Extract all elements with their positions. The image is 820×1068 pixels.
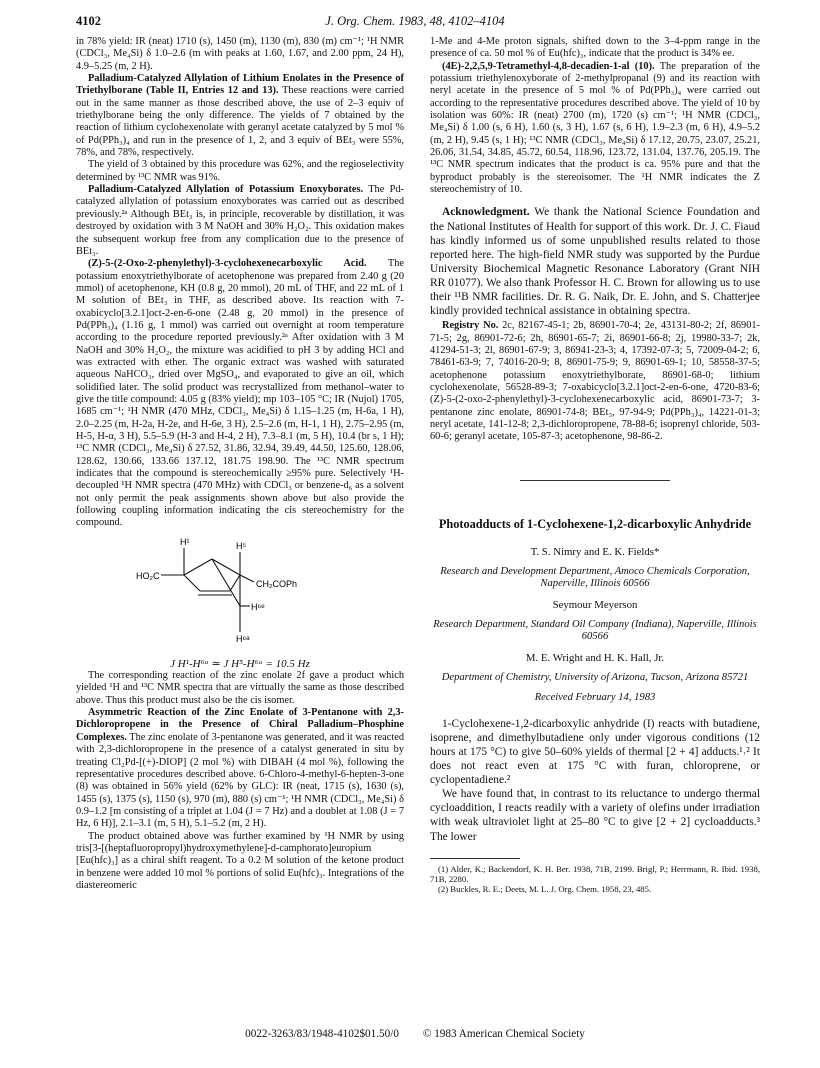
cyclohexene-structure-diagram <box>76 534 404 654</box>
page-number: 4102 <box>76 14 101 28</box>
ring-bonds <box>161 548 254 632</box>
footnote: (1) Alder, K.; Backendorf, K. H. Ber. 1938, 71B, 2199. Brigl, P.; Herrmann, R. Ibid. 1938, 71B, 2280. <box>430 863 760 884</box>
article-separator <box>520 480 670 481</box>
registry-numbers <box>430 320 760 443</box>
section-allylation-lithium <box>76 73 404 159</box>
section-heading: (4E)-2,2,5,9-Tetramethyl-4,8-decadien-1-al (10). <box>442 60 655 72</box>
coupling-constant-caption: J H¹-H⁶ᵃ ≃ J H⁵-H⁶ᵃ = 10.5 Hz <box>170 657 310 670</box>
copyright: © 1983 American Chemical Society <box>422 1028 585 1040</box>
body-paragraph: We have found that, in contrast to its reluctance to undergo thermal cycloaddition, I reacts readily with a variety of olefins under irradiation with weak ultraviolet light at 25–80 °C to give [2 + 2] cycloadducts.³ The lower <box>430 788 760 843</box>
article-title: Photoadducts of 1-Cyclohexene-1,2-dicarboxylic Anhydride <box>438 516 752 531</box>
continued-paragraph: 1-Me and 4-Me proton signals, shifted down to the 3–4-ppm range in the presence of ca. 50 mol % of Eu(hfc)₃, indicate that the product is 34% ee. <box>430 36 760 60</box>
label-side-chain: CH₂COPh <box>256 578 298 589</box>
section-heading: Asymmetric Reaction of the Zinc Enolate of 3-Pentanone with 2,3-Dichloropropene in the Presence of Chiral Palladium–Phosphine Complexes. <box>76 707 404 743</box>
article-code: 0022-3263/83/1948-4102$01.50/0 <box>245 1028 399 1040</box>
section-allylation-potassium <box>76 184 404 258</box>
page-header <box>76 14 754 34</box>
registry-heading: Registry No. <box>442 320 499 332</box>
left-column <box>76 36 404 892</box>
page-footer <box>76 1028 754 1040</box>
section-heading: Palladium-Catalyzed Allylation of Potassium Enoxyborates. <box>88 184 364 196</box>
section-asymmetric-reaction <box>76 707 404 830</box>
bond-side-chain <box>240 575 254 582</box>
author-line: T. S. Nimry and E. K. Fields* <box>530 545 660 558</box>
label-h5: H⁵ <box>236 540 247 551</box>
section-text: The preparation of the potassium triethylenoxyborate of 2-methylpropanal (9) and its reaction with neryl acetate in the presence of 5 mol % of Pd(PPh₃)₄ were carried out according to the representative procedures described above. The yield of 10 by isolation was 60%: IR (neat) 2700 (m), 1720 (s) cm⁻¹; ¹H NMR (CDCl₃, Me₄Si) δ 1.00 (s, 6 H), 1.60 (s, 3 H), 1.67 (s, 6 H), 1.9–2.3 (m, 6 H), 4.9–5.2 (m, 2 H), 9.45 (s, 1 H); ¹³C NMR (CDCl₃, Me₄Si) δ 17.12, 20.75, 23.07, 25.21, 26.06, 31.54, 34.85, 45.72, 60.54, 118.96, 123.72, 131.04, 137.76, 205.19. The ¹³C NMR spectrum indicates that the product is ca. 95% pure and that the byproduct probably is the stereoisomer. The ¹H NMR indicates the Z stereochemistry of 10. <box>430 60 760 196</box>
bond-line <box>184 575 200 591</box>
section-tetramethyl-decadienal <box>430 61 760 197</box>
bond-line <box>184 559 212 575</box>
label-h6e: H⁶ᵉ <box>251 601 265 612</box>
footnote: (2) Buckles, R. E.; Deets, M. L. J. Org. Chem. 1958, 23, 485. <box>438 884 652 895</box>
intro-paragraph: in 78% yield: IR (neat) 1710 (s), 1450 (m), 1130 (m), 830 (m) cm⁻¹; ¹H NMR (CDCl₃, Me₄Si) δ 1.0–2.6 (m with peaks at 1.60, 1.67, and 2.00 ppm, 24 H), 4.9–5.25 (m, 2 H). <box>76 36 404 72</box>
section-text: The zinc enolate of 3-pentanone was generated, and it was reacted with 2,3-dichloropropene in the presence of a catalyst generated in situ by treating Cl₂Pd-[(+)-DIOP] (2 mol %) with DIBAH (4 mol %), following the representative procedures described above. 6-Chloro-4-methyl-6-hepten-3-one (8) was obtained in 56% yield (62% by GLC): IR (neat, 1715 (s), 1630 (s), 1455 (s), 1375 (s), 1150 (s), 970 (m), 880 (s) cm⁻¹; ¹H NMR (CDCl₃, Me₄Si) δ 0.9–1.2 [m consisting of a triplet at 1.04 (J = 7 Hz) and a doublet at 1.08 (J = 7 Hz, 6 H)], 2.1–3.1 (m, 5 H), 5.1–5.2 (m, 2 H). <box>76 731 404 830</box>
affiliation: Department of Chemistry, University of Arizona, Tucson, Arizona 85721 <box>441 672 749 684</box>
affiliation: Research and Development Department, Amoco Chemicals Corporation, Naperville, Illinois 60566 <box>440 566 750 590</box>
section-heading: (Z)-5-(2-Oxo-2-phenylethyl)-3-cyclohexenecarboxylic Acid. <box>88 258 367 270</box>
structure-figure <box>76 534 404 654</box>
paragraph: The product obtained above was further examined by ¹H NMR by using tris[3-[(heptafluoropropyl)hydroxymethylene]-d-camphorato]europium [Eu(hfc)₃] as a chiral shift reagent. To a 0.2 M solution of the ketone product in benzene were added 10 mol % portions of solid Eu(hfc)₃. Integrations of the diastereomeric <box>76 830 404 891</box>
affiliation: Research Department, Standard Oil Company (Indiana), Naperville, Illinois 60566 <box>433 619 757 643</box>
acknowledgment-text: We thank the National Science Foundation and the National Institutes of Health for support of this work. Dr. J. C. Fiaud has kindly informed us of some unpublished results related to those reported here. The high-field NMR study was supported by the Purdue University Biochemical Magnetic Resonance Laboratory (Grant NIH RR 01077). We also thank Professor H. C. Brown for allowing us to use their ¹¹B NMR facilities. Dr. R. G. Naik, Dr. E. John, and S. Chatterjee kindly provided technical assistance in obtaining spectra. <box>430 206 760 318</box>
label-h6a: H⁶ᵃ <box>236 633 250 644</box>
author-line: Seymour Meyerson <box>552 598 638 611</box>
label-ho2c: HO₂C <box>136 570 160 581</box>
registry-text: 2c, 82167-45-1; 2b, 86901-70-4; 2e, 43131-80-2; 2f, 86901-71-5; 2g, 86901-72-6; 2h, 86901-65-7; 2i, 86901-66-8; 2j, 19980-33-7; 2k, 41294-51-3; 2l, 86901-67-9; 3, 86941-23-3; 4, 17392-07-3; 5, 72009-04-2; 6, 78461-63-9; 7, 74016-20-9; 8, 86901-75-9; 9, 86901-69-1; 10, 58558-37-5; acetophenone potassium enoxytriethylborate, 86901-68-0; lithium cyclohexenolate, 56528-89-3; 7-oxabicyclo[3.2.1]oct-2-en-6-one, 4720-83-6; (Z)-5-(2-oxo-2-phenylethyl)-3-cyclohexenecarboxylic acid, 86901-73-7; 3-pentanone zinc enolate, 86901-74-8; BEt₃, 97-94-9; Pd(PPh₃)₄, 14221-01-3; neryl acetate, 141-12-8; 2,3-dichloropropene, 78-88-6; isoprenyl chloride, 503-60-6; geranyl acetate, 105-87-3; acetophenone, 98-86-2. <box>430 320 760 443</box>
bond-line <box>230 575 240 591</box>
section-cyclohexenecarboxylic-acid <box>76 258 404 530</box>
section-heading: Palladium-Catalyzed Allylation of Lithium Enolates in the Presence of Triethylborane (Table II, Entries 12 and 13). <box>76 73 404 97</box>
paragraph: The yield of 3 obtained by this procedure was 62%, and the regioselectivity determined by ¹³C NMR was 91%. <box>76 159 404 183</box>
section-text: The potassium enoxytriethylborate of acetophenone was prepared from 2.40 g (20 mmol) of acetophenone, KH (0.8 g, 20 mmol), 20 mL of THF, and 22 mL of 1 M solution of BEt₃ in THF, as described above. Its reaction with 7-oxabicyclo[3.2.1]oct-2-en-6-one (2.48 g, 20 mmol) in the presence of Pd(PPh₃)₄ (1.16 g, 1 mmol) was carried out overnight at room temperature according to the procedure reported previously.²ᵃ After oxidation with 3 M NaOH and 30% H₂O₂, the mixture was acidified to pH 3 by adding HCl and was extracted with ether. The organic extract was washed with saturated aqueous NaHCO₃, dried over MgSO₄, and evaporated to give an oil, which solidified later. The solid product was recrystallized from methanol–water to give the title compound: 4.05 g (83% yield); mp 103–105 °C; IR (Nujol) 1705, 1685 cm⁻¹; ¹H NMR (470 MHz, CDCl₃, Me₄Si) δ 1.15–1.25 (m, H-6a, 1 H), 2.0–2.25 (m, H-2a, H-2e, and H-6e, 3 H), 2.5–2.6 (m, H-1, 1 H), 2.75–2.95 (m, H-5, H-α, 3 H), 5.5–5.9 (H-3 and H-4, 2 H), 7.3–8.1 (m, 5 H), 10.4 (br s, 1 H); ¹³C NMR (CDCl₃, Me₄Si) δ 27.52, 31.86, 32.94, 39.49, 44.50, 125.60, 128.06, 128.62, 130.66, 133.66 137.12, 181.75 198.90. The ¹³C NMR spectrum indicates that the compound is stereochemically ≥95% pure. Selectively ¹H-decoupled ¹H NMR spectra (470 MHz) with CDCl₃ or benzene-d₆ as a solvent not only permit the peak assignments shown above but also provide the following coupling information indicating the cis stereochemistry for the compound. <box>76 258 404 529</box>
author-line: M. E. Wright and H. K. Hall, Jr. <box>525 651 665 664</box>
journal-citation: J. Org. Chem. 1983, 48, 4102–4104 <box>325 14 505 28</box>
body-paragraph: 1-Cyclohexene-1,2-dicarboxylic anhydride (I) reacts with butadiene, isoprene, and dimethylbutadiene only under vigorous conditions (12 hours at 175 °C) to give 50–60% yields of thermal [2 + 4] adducts.¹˒² It does not react even at 175 °C with furan, chloroprene, or cyclopentadiene.² <box>430 717 760 787</box>
acknowledgment-heading: Acknowledgment. <box>442 206 530 219</box>
right-column <box>430 36 760 894</box>
paragraph: The corresponding reaction of the zinc enolate 2f gave a product which yielded ¹H and ¹³C NMR spectra that are virtually the same as those described above. Thus this product must also be the cis isomer. <box>76 670 404 706</box>
footnote-rule <box>430 858 520 859</box>
label-h1: H¹ <box>180 536 190 547</box>
received-date: Received February 14, 1983 <box>534 692 656 704</box>
acknowledgment <box>430 205 760 318</box>
section-text: These reactions were carried out in the same manner as those described above, the use of 2–3 equiv of triethylborane being the only difference. The yields of 7 obtained by the reaction of lithium cyclohexenolate with geranyl acetate catalyzed by 5 mol % of Pd(PPh₃)₄ and run in the presence of 1, 2, and 3 equiv of BEt₃ were 55%, 78%, and 78%, respectively. <box>76 85 404 159</box>
section-text: The Pd-catalyzed allylation of potassium enoxyborates was carried out as described previously.²ᵃ Although BEt₃ is, in principle, recoverable by distillation, it was destroyed by oxidation with 3 M NaOH and 30% H₂O₂. This oxidation makes the subsequent workup free from any complication due to the presence of BEt₃. <box>76 184 404 257</box>
